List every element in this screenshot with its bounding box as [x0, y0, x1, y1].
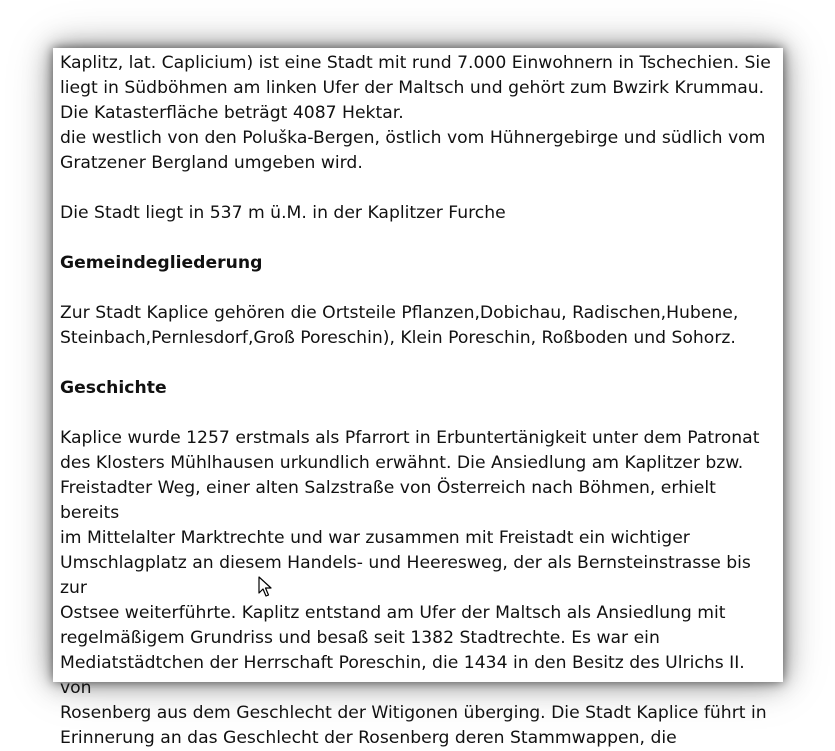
section2-line: Erinnerung an das Geschlecht der Rosenberg deren Stammwappen, die — [60, 728, 677, 748]
elevation-line: Die Stadt liegt in 537 m ü.M. in der Kaplitzer Furche — [60, 203, 506, 223]
section2-line: Ostsee weiterführte. Kaplitz entstand am Ufer der Maltsch als Ansiedlung mit — [60, 603, 726, 623]
paragraph-gap — [60, 401, 778, 426]
document-viewer[interactable] — [53, 48, 783, 748]
section2-line: Mediatstädtchen der Herrschaft Poreschin, die 1434 in den Besitz des Ulrichs II. von — [60, 653, 751, 698]
section1-line: Steinbach,Pernlesdorf,Groß Poreschin), Klein Poreschin, Roßboden und Sohorz. — [60, 328, 736, 348]
section2-line: regelmäßigem Grundriss und besaß seit 1382 Stadtrechte. Es war ein — [60, 628, 660, 648]
intro-line: Die Katasterfläche beträgt 4087 Hektar. — [60, 103, 404, 123]
intro-line: Gratzener Bergland umgeben wird. — [60, 153, 363, 173]
intro-line: Kaplitz, lat. Caplicium) ist eine Stadt mit rund 7.000 Einwohnern in Tschechien. Sie — [60, 53, 771, 73]
section2-line: Freistadter Weg, einer alten Salzstraße von Österreich nach Böhmen, erhielt bereits — [60, 478, 722, 523]
paragraph-gap — [60, 226, 778, 251]
section2-line: des Klosters Mühlhausen urkundlich erwähnt. Die Ansiedlung am Kaplitzer bzw. — [60, 453, 744, 473]
intro-line: liegt in Südböhmen am linken Ufer der Maltsch und gehört zum Bwzirk Krummau. — [60, 78, 765, 98]
paragraph-gap — [60, 351, 778, 376]
section2-line: Rosenberg aus dem Geschlecht der Witigonen überging. Die Stadt Kaplice führt in — [60, 703, 767, 723]
section1-line: Zur Stadt Kaplice gehören die Ortsteile Pflanzen,Dobichau, Radischen,Hubene, — [60, 303, 739, 323]
section-heading-gemeindegliederung: Gemeindegliederung — [60, 253, 263, 273]
document-text — [60, 51, 778, 751]
section2-line: im Mittelalter Marktrechte und war zusammen mit Freistadt ein wichtiger — [60, 528, 690, 548]
intro-line: die westlich von den Poluška-Bergen, östlich vom Hühnergebirge und südlich vom — [60, 128, 766, 148]
paragraph-gap — [60, 276, 778, 301]
paragraph-gap — [60, 176, 778, 201]
section2-line: Umschlagplatz an diesem Handels- und Heeresweg, der als Bernsteinstrasse bis zur — [60, 553, 757, 598]
section-heading-geschichte: Geschichte — [60, 378, 167, 398]
section2-line: Kaplice wurde 1257 erstmals als Pfarrort in Erbuntertänigkeit unter dem Patronat — [60, 428, 760, 448]
